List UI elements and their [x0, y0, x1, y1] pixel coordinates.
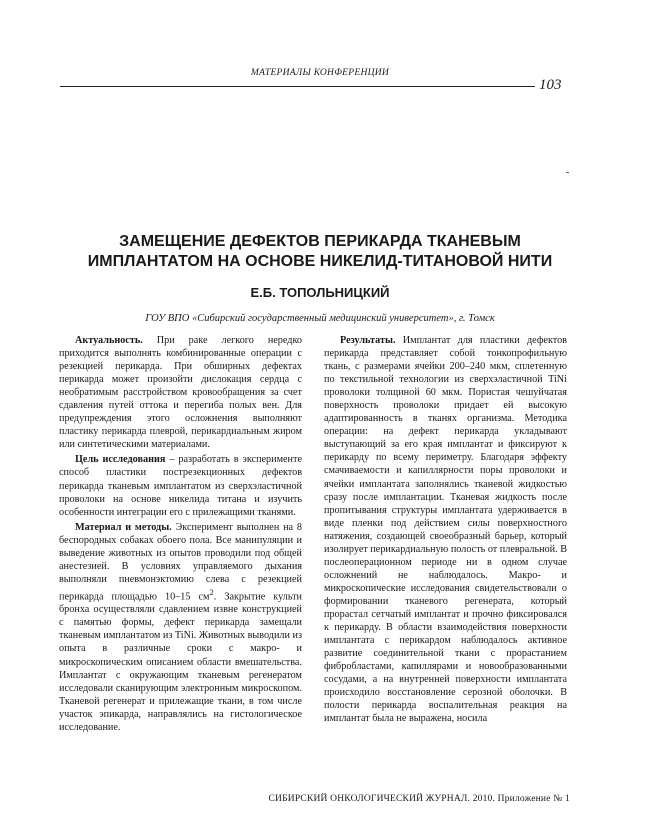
- aim-paragraph: [59, 453, 302, 518]
- methods-superscript: 2: [209, 586, 214, 597]
- methods-label: Материал и методы.: [75, 521, 172, 533]
- running-header-label: МАТЕРИАЛЫ КОНФЕРЕНЦИИ: [250, 68, 390, 78]
- aim-text: – разработать в эксперименте способ пластики пострезекционных дефектов перикарда тканевым имплантатом из сверхэластичной проволоки на основе никелида титана и изучить особенности интеграции его с прилежащими тканями.: [59, 454, 302, 518]
- title-line-1: ЗАМЕЩЕНИЕ ДЕФЕКТОВ ПЕРИКАРДА ТКАНЕВЫМ: [119, 233, 521, 250]
- methods-text-2: . Закрытие культи бронха осуществляли сдавлением извне конструкцией с памятью формы, дефект перикарда замещали тканевым имплантатом из TiNi. Животных выводили из опыта в различные сроки с макро- и микроскопическим описанием области вмешательства. Имплантат с окружающим тканевым регенератом исследовали сканирующим электронным микроскопом. Тканевой регенерат и прилежащие ткани, в том числе участок эпикарда, направлялись на гистологическое исследование.: [59, 591, 303, 733]
- left-column: [59, 334, 303, 733]
- author-name: Е.Б. ТОПОЛЬНИЦКИЙ: [250, 285, 390, 300]
- results-label: Результаты.: [340, 335, 396, 346]
- author-affiliation: ГОУ ВПО «Сибирский государственный медицинский университет», г. Томск: [145, 313, 495, 324]
- journal-footer: СИБИРСКИЙ ОНКОЛОГИЧЕСКИЙ ЖУРНАЛ. 2010. Приложение № 1: [268, 794, 570, 804]
- results-paragraph: [324, 334, 567, 725]
- page-number: 103: [539, 77, 562, 93]
- stray-mark: -: [566, 167, 570, 178]
- title-line-2: ИМПЛАНТАТОМ НА ОСНОВЕ НИКЕЛИД-ТИТАНОВОЙ НИТИ: [87, 253, 553, 270]
- relevance-label: Актуальность.: [75, 335, 143, 346]
- header-rule: [60, 86, 535, 87]
- relevance-paragraph: [59, 334, 302, 451]
- methods-paragraph: [59, 521, 302, 734]
- results-text: Имплантат для пластики дефектов перикарда представляет собой тонкопрофильную ткань, с размерами ячейки 200–240 мкм, сплетенную по текстильной технологии из сверхэластичной TiNi проволоки толщиной 60 мкм. Пористая чешуйчатая поверхность проволоки придает ей высокую адаптированность в тканях организма. Методика операции: на дефект перикарда укладывают выступающий за его края имплантат и фиксируют к перикарду по всему периметру. Благодаря эффекту смачиваемости и капиллярности поры проволоки и ячейки имплантата заполнялись тканевой жидкостью сразу после имплантации. Тканевая жидкость после пропитывания структуры имплантата удерживается в виде пленки под действием силы поверхностного натяжения, создающей своеобразный барьер, который изолирует перикардиальную полость от плевральной. В послеоперационном периоде ни в одном случае осложнений не наблюдалось. Макро- и микроскопические исследования свидетельствовали о формировании тканевого регенерата, который прорастал сетчатый имплантат и прочно фиксировался к перикарду. В области взаимодействия поверхности имплантата с перикардом наблюдалось активное развитие соединительной ткани с прорастанием фибробластами, капиллярами и новообразованными сосудами, а на внутренней поверхности имплантата происходило восстановление серозной оболочки. В полости перикарда воспалительная реакция на имплантат была не выражена, носила: [324, 335, 567, 725]
- aim-label: Цель исследования: [75, 454, 166, 466]
- methods-text-1: Эксперимент выполнен на 8 беспородных собаках обоего пола. Все манипуляции и выведение животных из опытов проводили под общей анестезией. В условиях управляемого дыхания выполняли пневмонэктомию слева с резекцией перикарда площадью 10–15 см: [59, 521, 302, 603]
- article-title: [40, 232, 600, 272]
- relevance-text: При раке легкого нередко приходится выполнять комбинированные операции с резекцией перикарда. При обширных дефектах перикарда может произойти дислокация сердца с необратимым расстройством кровообращения за счет сдавления путей оттока и перегиба полых вен. Для предупреждения этого осложнения выполняют пластику перикарда плеврой, перикардиальным жиром или синтетическими материалами.: [59, 335, 302, 451]
- right-column: [324, 334, 567, 725]
